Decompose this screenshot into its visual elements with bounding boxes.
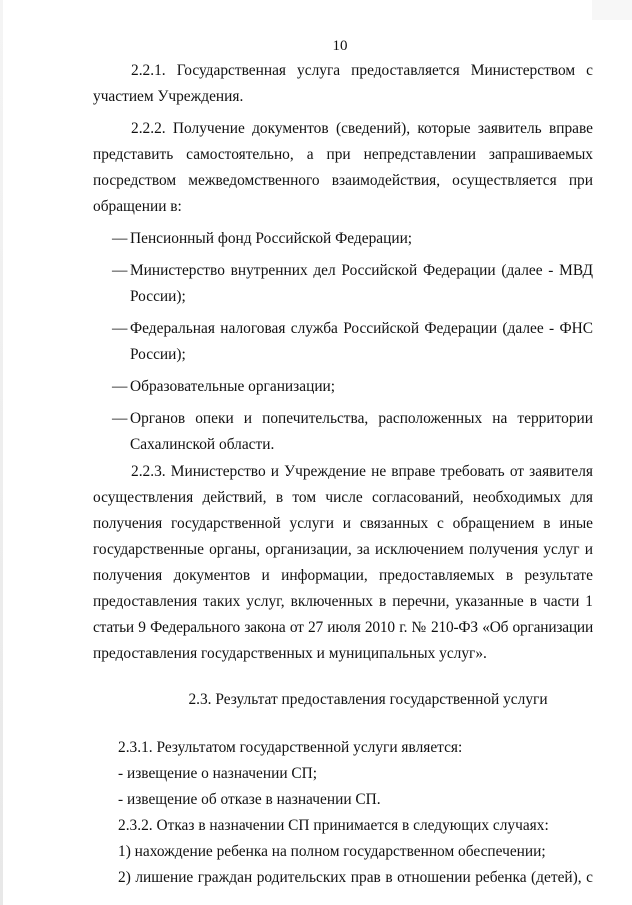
document-body [93,58,593,891]
paragraph-2-2-3-line-7: статьи 9 Федерального закона от 27 июля 2010 г. № 210-ФЗ «Об организации [93,619,593,636]
dash-marker: — [112,230,128,247]
list-item-text: Министерство внутренних дел Российской Федерации (далее - МВД [130,262,593,279]
paragraph-2-2-2-line-3: посредством межведомственного взаимодействия, осуществляется при [93,172,593,189]
section-heading-2-3: 2.3. Результат предоставления государственной услуги [188,691,548,708]
list-item-mvd [112,258,593,310]
paragraph-2-2-2-line-1: 2.2.2. Получение документов (сведений), которые заявитель вправе [131,120,593,137]
dash-marker: — [112,378,128,395]
section-line-2-3-1: 2.3.1. Результатом государственной услуги является: [118,739,463,756]
paragraph-2-2-3-line-8: предоставления государственных и муниципальных услуг». [93,645,487,662]
paragraph-2-2-3-line-6: предоставления таких услуг, включенных в перечни, указанные в части 1 [93,593,593,610]
dash-marker: — [112,262,128,279]
page-number: 10 [332,38,348,54]
dash-marker: — [112,320,128,337]
list-item-education [112,374,593,400]
section-line-case-2: 2) лишение граждан родительских прав в отношении ребенка (детей), с [118,869,593,886]
paragraph-2-2-3-line-2: осуществления действий, в том числе согласований, необходимых для [93,489,593,506]
list-item-text: Федеральная налоговая служба Российской Федерации (далее - ФНС [130,320,593,337]
list-item-text-continued: России); [130,288,186,305]
list-item-text: Пенсионный фонд Российской Федерации; [130,230,413,247]
paragraph-2-2-1-line-1: 2.2.1. Государственная услуга предоставляется Министерством с [131,62,593,79]
paragraph-2-2-2-line-4: обращении в: [93,198,182,215]
list-item-text: Органов опеки и попечительства, расположенных на территории [130,410,593,427]
scan-edge [0,0,3,905]
scan-corner [592,0,632,20]
list-item-pension-fund [112,226,593,252]
list-item-text: Образовательные организации; [130,378,336,395]
section-line-notice-refused: - извещение об отказе в назначении СП. [118,791,381,808]
section-line-case-1: 1) нахождение ребенка на полном государственном обеспечении; [118,843,546,860]
list-item-text-continued: Сахалинской области. [130,436,275,453]
section-line-2-3-2: 2.3.2. Отказ в назначении СП принимается в следующих случаях: [118,817,549,834]
dash-marker: — [112,410,128,427]
paragraph-2-2-3-line-1: 2.2.3. Министерство и Учреждение не вправе требовать от заявителя [131,463,593,480]
paragraph-2-2-2-line-2: представить самостоятельно, а при непредставлении запрашиваемых [93,146,593,163]
list-item-fns [112,316,593,368]
paragraph-2-2-1-line-2: участием Учреждения. [93,88,244,105]
list-item-text-continued: России); [130,346,186,363]
paragraph-2-2-3-line-5: получения документов и информации, предоставляемых в результате [93,567,593,584]
paragraph-2-2-3-line-4: государственные органы, организации, за исключением получения услуг и [93,541,593,558]
list-item-guardianship [112,406,593,458]
section-line-notice-granted: - извещение о назначении СП; [118,765,318,782]
paragraph-2-2-3-line-3: получения государственной услуги и связанных с обращением в иные [93,515,593,532]
